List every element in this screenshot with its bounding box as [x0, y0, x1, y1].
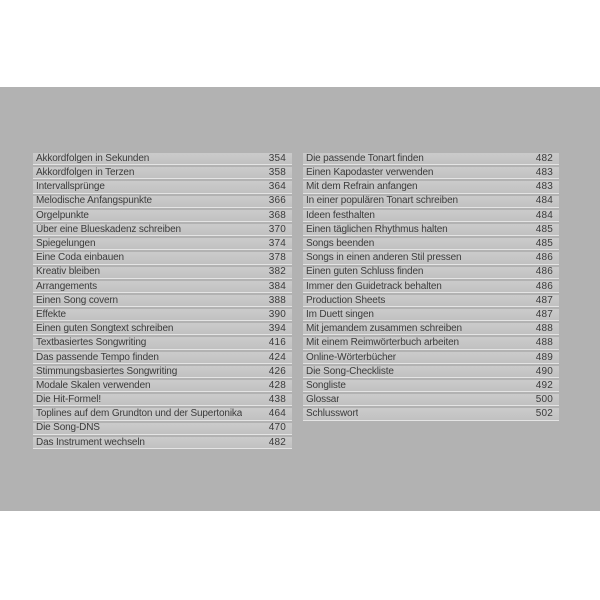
toc-entry — [33, 196, 292, 208]
toc-entry — [33, 380, 292, 392]
toc-entry-page-number: 484 — [535, 195, 553, 207]
toc-entry-page-number: 502 — [535, 408, 553, 420]
toc-entry-title: Textbasiertes Songwriting — [36, 337, 147, 349]
toc-entry — [33, 252, 292, 264]
toc-entry-page-number: 482 — [535, 152, 553, 164]
toc-entry — [303, 281, 559, 293]
toc-entry-title: Mit einem Reimwörterbuch arbeiten — [306, 337, 459, 349]
toc-entry — [303, 196, 559, 208]
toc-entry-page-number: 485 — [535, 238, 553, 250]
toc-entry — [303, 181, 559, 193]
toc-entry — [33, 323, 292, 335]
toc-entry — [33, 267, 292, 279]
toc-entry-title: Orgelpunkte — [36, 209, 89, 221]
toc-entry-page-number: 384 — [268, 280, 286, 292]
toc-entry-title: Kreativ bleiben — [36, 266, 100, 278]
toc-entry-page-number: 358 — [268, 167, 286, 179]
toc-entry-page-number: 488 — [535, 337, 553, 349]
toc-entry-page-number: 394 — [268, 323, 286, 335]
toc-entry-title: Stimmungsbasiertes Songwriting — [36, 365, 178, 377]
toc-entry-title: Einen guten Schluss finden — [306, 266, 424, 278]
toc-entry-title: Eine Coda einbauen — [36, 252, 124, 264]
toc-entry-page-number: 390 — [268, 308, 286, 320]
toc-entry-page-number: 428 — [268, 379, 286, 391]
toc-entry-title: In einer populären Tonart schreiben — [306, 195, 458, 207]
toc-entry — [303, 352, 559, 364]
toc-entry-page-number: 374 — [268, 238, 286, 250]
toc-entry-title: Arrangements — [36, 280, 98, 292]
toc-entry-title: Glossar — [306, 394, 340, 406]
toc-entry-page-number: 486 — [535, 280, 553, 292]
toc-entry-page-number: 416 — [268, 337, 286, 349]
toc-entry-title: Immer den Guidetrack behalten — [306, 280, 442, 292]
toc-entry-page-number: 482 — [268, 436, 286, 448]
toc-entry — [33, 437, 292, 449]
toc-entry-page-number: 488 — [535, 323, 553, 335]
toc-entry — [303, 167, 559, 179]
toc-entry-title: Songs beenden — [306, 238, 375, 250]
toc-column-left — [33, 153, 292, 451]
toc-entry-title: Akkordfolgen in Sekunden — [36, 152, 150, 164]
toc-entry-title: Songs in einen anderen Stil pressen — [306, 252, 462, 264]
toc-entry-page-number: 485 — [535, 223, 553, 235]
toc-entry — [33, 167, 292, 179]
toc-entry-title: Modale Skalen verwenden — [36, 379, 151, 391]
toc-entry-page-number: 487 — [535, 308, 553, 320]
toc-column-right — [303, 153, 559, 423]
toc-entry-page-number: 500 — [535, 394, 553, 406]
toc-entry — [303, 267, 559, 279]
toc-entry — [33, 337, 292, 349]
toc-entry — [303, 337, 559, 349]
toc-entry — [33, 238, 292, 250]
toc-entry — [33, 352, 292, 364]
toc-entry — [33, 153, 292, 165]
toc-entry-title: Mit jemandem zusammen schreiben — [306, 323, 462, 335]
toc-entry — [33, 408, 292, 420]
toc-entry-title: Ideen festhalten — [306, 209, 375, 221]
toc-entry-page-number: 378 — [268, 252, 286, 264]
toc-entry-page-number: 486 — [535, 266, 553, 278]
toc-entry — [33, 309, 292, 321]
toc-entry-page-number: 364 — [268, 181, 286, 193]
toc-entry-page-number: 486 — [535, 252, 553, 264]
toc-entry-title: Im Duett singen — [306, 308, 374, 320]
toc-entry-title: Die Song-Checkliste — [306, 365, 394, 377]
toc-entry — [33, 181, 292, 193]
toc-entry — [303, 394, 559, 406]
toc-entry-page-number: 426 — [268, 365, 286, 377]
toc-entry-title: Einen guten Songtext schreiben — [36, 323, 174, 335]
toc-entry — [303, 295, 559, 307]
book-page-photo — [0, 87, 600, 511]
toc-entry-title: Das passende Tempo finden — [36, 351, 159, 363]
toc-entry-page-number: 487 — [535, 294, 553, 306]
toc-entry-title: Die passende Tonart finden — [306, 152, 424, 164]
toc-entry-page-number: 489 — [535, 351, 553, 363]
toc-entry-title: Spiegelungen — [36, 238, 96, 250]
toc-entry — [33, 394, 292, 406]
toc-entry-page-number: 424 — [268, 351, 286, 363]
toc-entry-page-number: 492 — [535, 379, 553, 391]
toc-entry-title: Intervallsprünge — [36, 181, 105, 193]
toc-entry-page-number: 490 — [535, 365, 553, 377]
toc-entry-title: Effekte — [36, 308, 66, 320]
toc-entry — [303, 366, 559, 378]
toc-entry — [33, 423, 292, 435]
toc-entry-page-number: 382 — [268, 266, 286, 278]
toc-entry-title: Die Hit-Formel! — [36, 394, 101, 406]
toc-entry-page-number: 368 — [268, 209, 286, 221]
toc-entry-title: Toplines auf dem Grundton und der Supertonika — [36, 408, 243, 420]
toc-entry — [303, 408, 559, 420]
toc-entry-title: Über eine Blueskadenz schreiben — [36, 223, 181, 235]
toc-entry-title: Die Song-DNS — [36, 422, 100, 434]
toc-entry-title: Production Sheets — [306, 294, 386, 306]
toc-entry-page-number: 484 — [535, 209, 553, 221]
toc-entry — [33, 366, 292, 378]
toc-entry — [303, 380, 559, 392]
toc-entry-title: Schlusswort — [306, 408, 359, 420]
toc-entry — [303, 323, 559, 335]
toc-entry — [303, 210, 559, 222]
toc-entry-title: Akkordfolgen in Terzen — [36, 167, 135, 179]
toc-entry — [303, 238, 559, 250]
toc-entry — [33, 281, 292, 293]
toc-entry-page-number: 354 — [268, 152, 286, 164]
toc-entry-page-number: 370 — [268, 223, 286, 235]
toc-entry-page-number: 388 — [268, 294, 286, 306]
toc-entry-page-number: 464 — [268, 408, 286, 420]
toc-entry-page-number: 483 — [535, 181, 553, 193]
toc-entry-title: Songliste — [306, 379, 346, 391]
toc-entry-page-number: 438 — [268, 394, 286, 406]
toc-entry-page-number: 483 — [535, 167, 553, 179]
toc-entry — [33, 295, 292, 307]
toc-entry-title: Melodische Anfangspunkte — [36, 195, 152, 207]
toc-entry-title: Online-Wörterbücher — [306, 351, 396, 363]
toc-entry-title: Mit dem Refrain anfangen — [306, 181, 418, 193]
toc-entry — [303, 224, 559, 236]
toc-entry-title: Einen Song covern — [36, 294, 118, 306]
toc-entry-title: Einen Kapodaster verwenden — [306, 167, 434, 179]
toc-entry — [303, 153, 559, 165]
toc-entry-page-number: 366 — [268, 195, 286, 207]
toc-entry — [33, 210, 292, 222]
toc-entry-page-number: 470 — [268, 422, 286, 434]
toc-entry — [303, 309, 559, 321]
toc-entry — [303, 252, 559, 264]
toc-entry-title: Einen täglichen Rhythmus halten — [306, 223, 448, 235]
toc-entry-title: Das Instrument wechseln — [36, 436, 145, 448]
toc-entry — [33, 224, 292, 236]
